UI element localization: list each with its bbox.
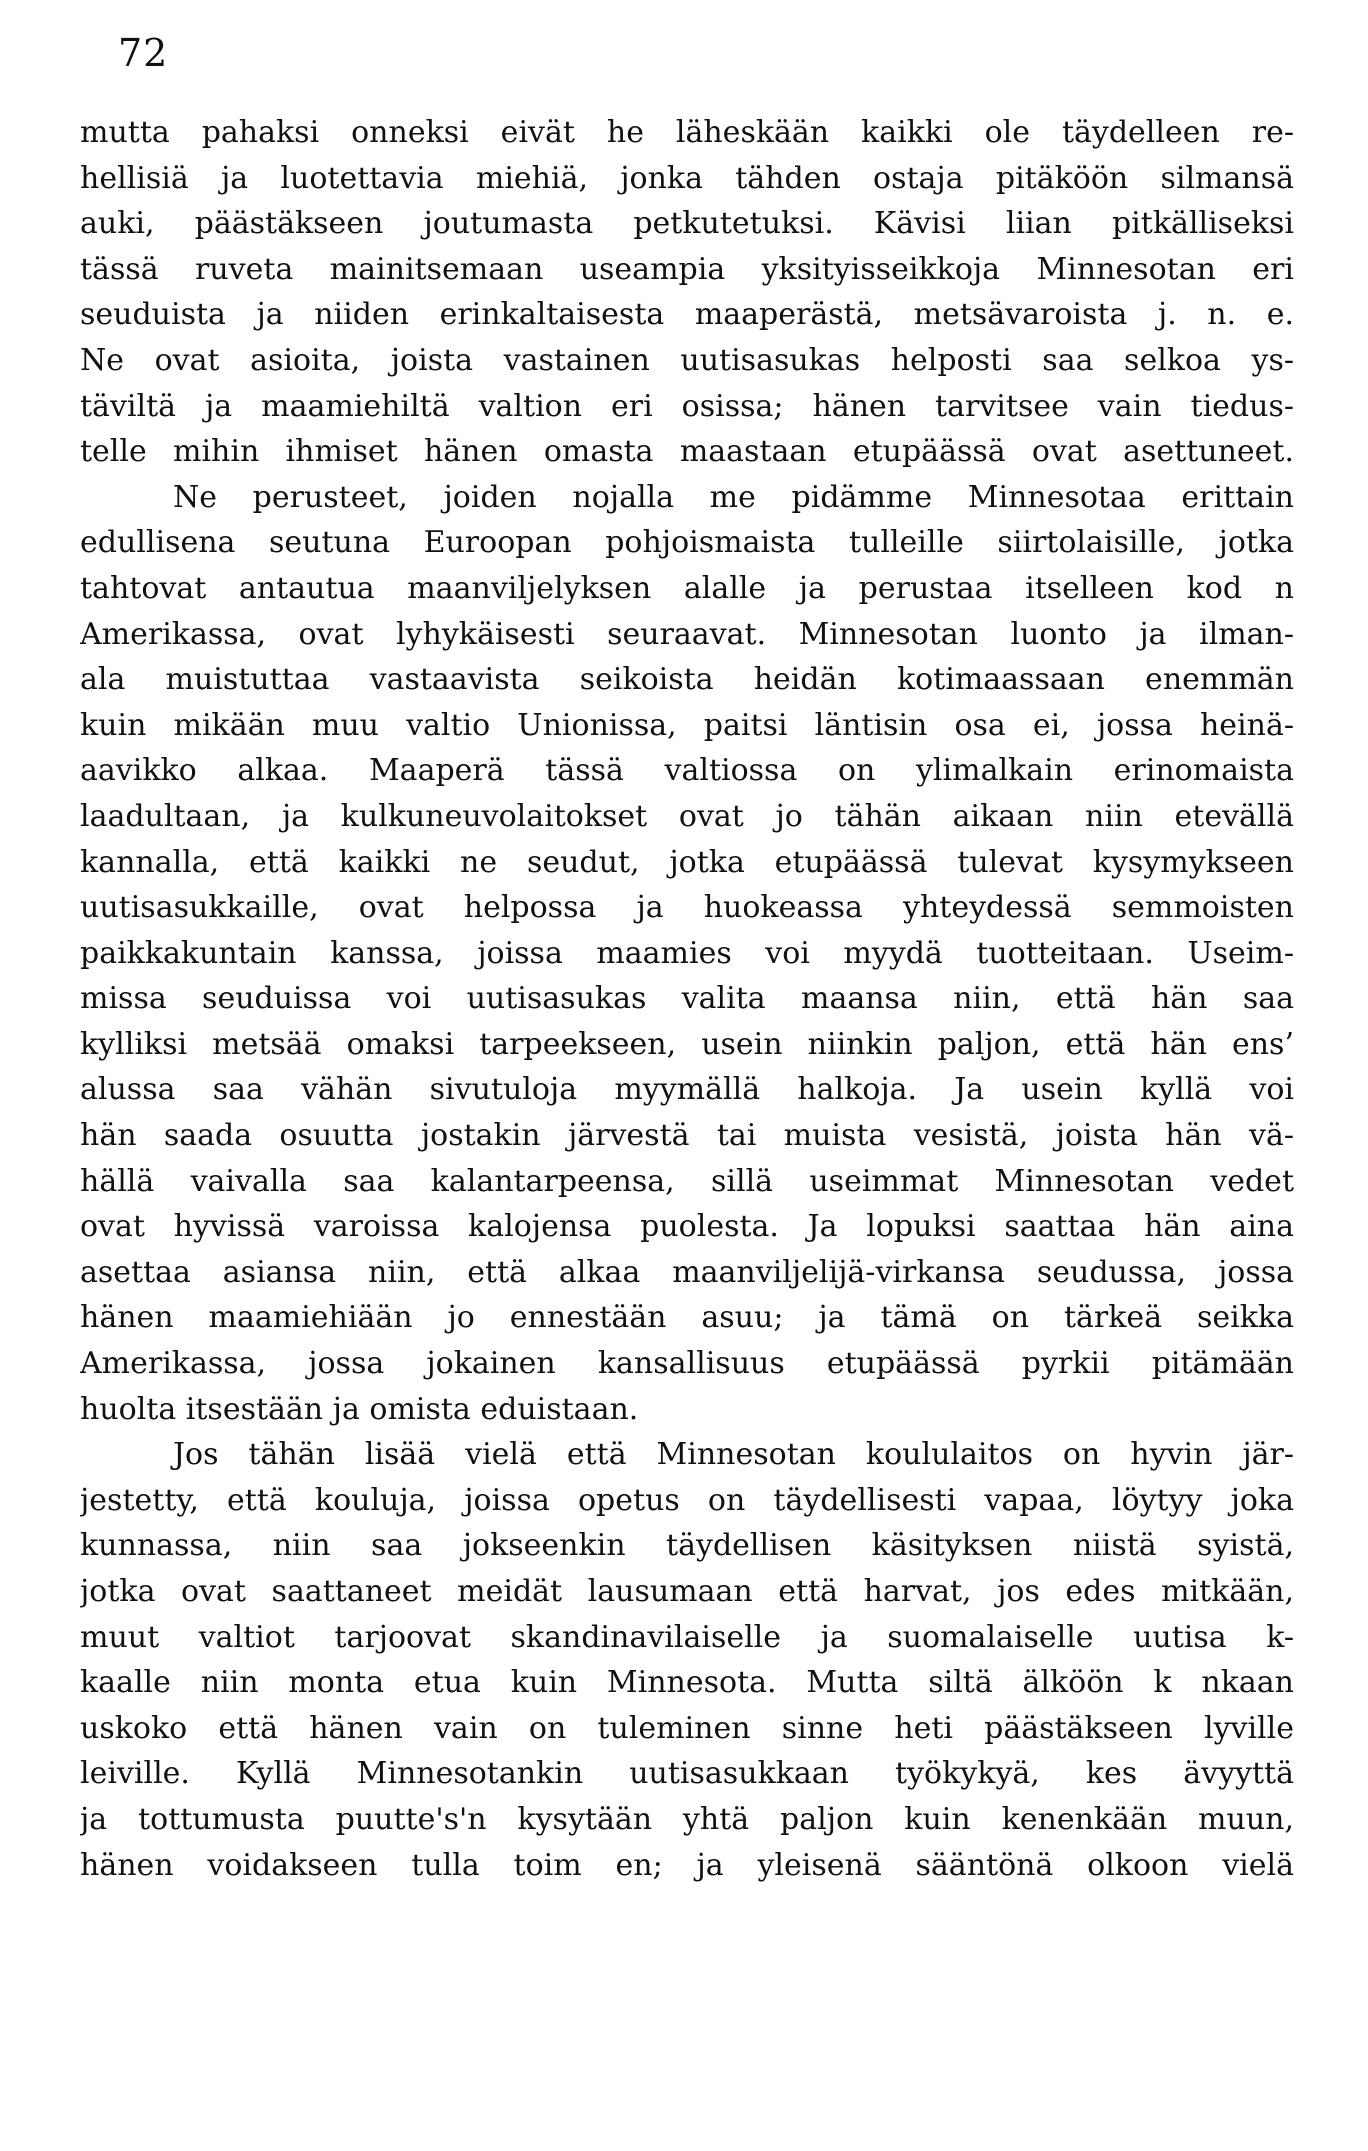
text-line: kannalla, että kaikki ne seudut, jotka etupäässä tulevat kysymykseen bbox=[80, 844, 1294, 880]
text-line: paikkakuntain kanssa, joissa maamies voi myydä tuotteitaan. Useim- bbox=[80, 935, 1294, 971]
text-line: muut valtiot tarjoovat skandinavilaiselle ja suomalaiselle uutisa k- bbox=[80, 1619, 1294, 1655]
body-text bbox=[80, 110, 1294, 1888]
text-line: laadultaan, ja kulkuneuvolaitokset ovat jo tähän aikaan niin etevällä bbox=[80, 798, 1294, 834]
paragraph-start-line: Ne perusteet, joiden nojalla me pidämme Minnesotaa erittain bbox=[173, 479, 1294, 515]
text-line: uskoko että hänen vain on tuleminen sinne heti päästäkseen lyville bbox=[80, 1710, 1294, 1746]
text-line: jotka ovat saattaneet meidät lausumaan että harvat, jos edes mitkään, bbox=[80, 1574, 1294, 1609]
text-line: kunnassa, niin saa jokseenkin täydellisen käsityksen niistä syistä, bbox=[80, 1528, 1294, 1564]
text-line: alussa saa vähän sivutuloja myymällä halkoja. Ja usein kyllä voi bbox=[80, 1072, 1294, 1108]
text-line: ovat hyvissä varoissa kalojensa puolesta. Ja lopuksi saattaa hän aina bbox=[80, 1209, 1294, 1245]
text-line: missa seuduissa voi uutisasukas valita maansa niin, että hän saa bbox=[80, 981, 1294, 1017]
paragraph-end-line: huolta itsestään ja omista eduistaan. bbox=[80, 1391, 639, 1427]
text-line: kylliksi metsää omaksi tarpeekseen, usein niinkin paljon, että hän ens’ bbox=[80, 1026, 1294, 1062]
text-line: auki, päästäkseen joutumasta petkutetuksi. Kävisi liian pitkälliseksi bbox=[80, 206, 1294, 242]
text-line: edullisena seutuna Euroopan pohjoismaista tulleille siirtolaisille, jotka bbox=[80, 525, 1294, 561]
text-line: mutta pahaksi onneksi eivät he läheskään kaikki ole täydelleen re- bbox=[80, 115, 1294, 150]
text-line: asettaa asiansa niin, että alkaa maanviljelijä-virkansa seudussa, jossa bbox=[80, 1254, 1294, 1290]
text-line: kaalle niin monta etua kuin Minnesota. Mutta siltä älköön k nkaan bbox=[80, 1665, 1294, 1701]
text-line: Ne ovat asioita, joista vastainen uutisasukas helposti saa selkoa ys- bbox=[80, 342, 1294, 378]
text-line: tahtovat antautua maanviljelyksen alalle ja perustaa itselleen kod n bbox=[80, 570, 1294, 606]
text-line: tässä ruveta mainitsemaan useampia yksityisseikkoja Minnesotan eri bbox=[80, 251, 1294, 287]
text-line: hänen maamiehiään jo ennestään asuu; ja tämä on tärkeä seikka bbox=[80, 1300, 1294, 1336]
text-line: leiville. Kyllä Minnesotankin uutisasukkaan työkykyä, kes ävyyttä bbox=[80, 1756, 1294, 1792]
text-line: aavikko alkaa. Maaperä tässä valtiossa on ylimalkain erinomaista bbox=[80, 753, 1294, 789]
text-line: ja tottumusta puutte's'n kysytään yhtä paljon kuin kenenkään muun, bbox=[80, 1801, 1294, 1837]
text-line: uutisasukkaille, ovat helpossa ja huokeassa yhteydessä semmoisten bbox=[80, 890, 1294, 926]
text-line: hänen voidakseen tulla toim en; ja yleisenä sääntönä olkoon vielä bbox=[80, 1847, 1294, 1883]
text-line: täviltä ja maamiehiltä valtion eri osissa; hänen tarvitsee vain tiedus- bbox=[80, 388, 1294, 424]
text-line: seuduista ja niiden erinkaltaisesta maaperästä, metsävaroista j. n. e. bbox=[80, 297, 1294, 333]
text-line: telle mihin ihmiset hänen omasta maastaan etupäässä ovat asettuneet. bbox=[80, 434, 1294, 470]
text-line: hällä vaivalla saa kalantarpeensa, sillä useimmat Minnesotan vedet bbox=[80, 1163, 1294, 1199]
text-line: hellisiä ja luotettavia miehiä, jonka tähden ostaja pitäköön silmansä bbox=[80, 160, 1294, 196]
text-line: kuin mikään muu valtio Unionissa, paitsi läntisin osa ei, jossa heinä- bbox=[80, 707, 1294, 743]
paragraph-start-line: Jos tähän lisää vielä että Minnesotan koululaitos on hyvin jär- bbox=[173, 1437, 1294, 1473]
text-line: ala muistuttaa vastaavista seikoista heidän kotimaassaan enemmän bbox=[80, 662, 1294, 698]
text-line: Amerikassa, jossa jokainen kansallisuus etupäässä pyrkii pitämään bbox=[80, 1346, 1294, 1382]
text-line: hän saada osuutta jostakin järvestä tai muista vesistä, joista hän vä- bbox=[80, 1118, 1294, 1154]
text-line: Amerikassa, ovat lyhykäisesti seuraavat. Minnesotan luonto ja ilman- bbox=[80, 616, 1294, 652]
page-number: 72 bbox=[118, 31, 169, 75]
text-line: jestetty, että kouluja, joissa opetus on täydellisesti vapaa, löytyy joka bbox=[80, 1482, 1294, 1518]
